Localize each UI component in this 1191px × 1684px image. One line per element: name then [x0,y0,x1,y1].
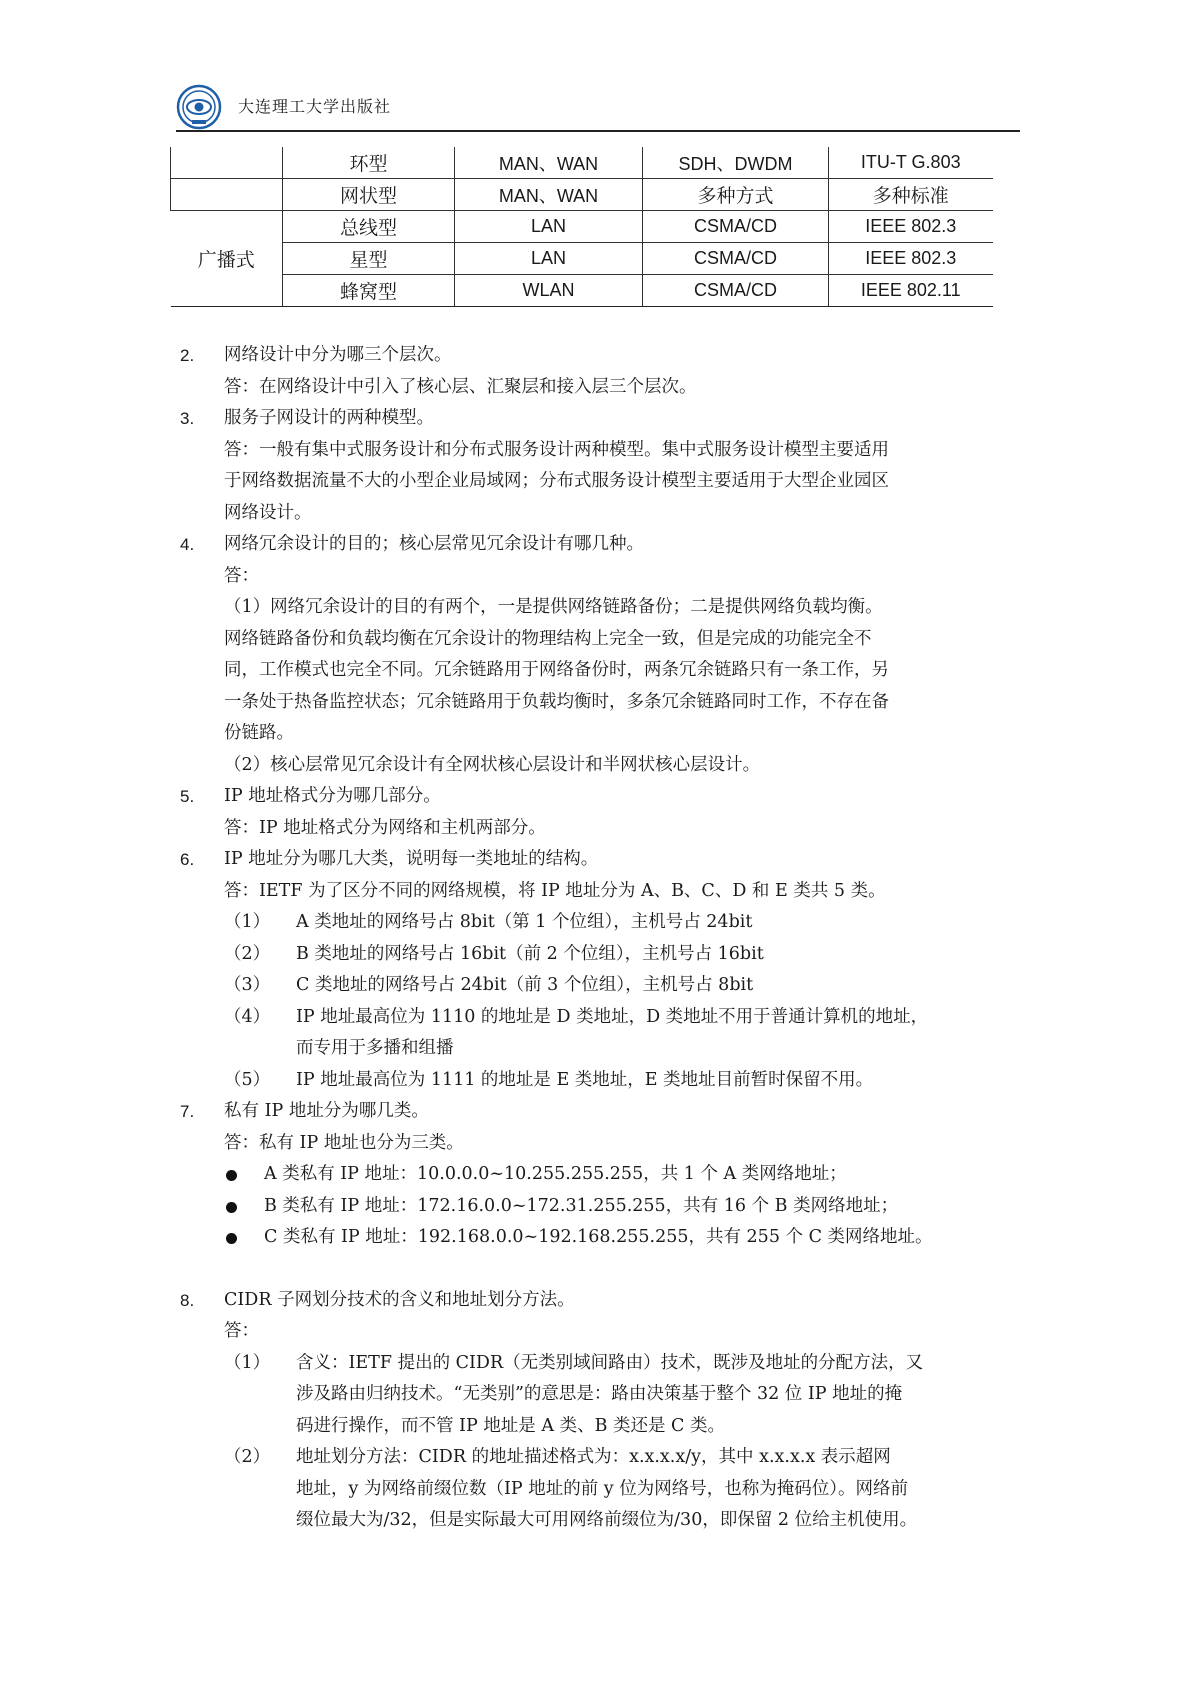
question-number: 4. [180,535,195,554]
list-item-text: C 类地址的网络号占 24bit（前 3 个位组），主机号占 8bit [296,975,754,995]
table-cell: MAN、WAN [455,147,643,179]
question-text: 服务子网设计的两种模型。 [224,408,434,428]
list-item-number: （5） [224,1069,271,1090]
table-cell: CSMA/CD [643,275,829,307]
question-text: 网络设计中分为哪三个层次。 [224,345,452,365]
table-cell: 环型 [283,147,455,179]
question-3 [180,403,1020,435]
list-item-text: IP 地址最高位为 1110 的地址是 D 类地址，D 类地址不用于普通计算机的地址， [296,1006,929,1027]
list-item-number: （2） [224,943,271,964]
list-item-text: 码进行操作，而不管 IP 地址是 A 类、B 类还是 C 类。 [296,1415,726,1436]
answer-line: （1）网络冗余设计的目的有两个，一是提供网络链路备份；二是提供网络负载均衡。 [224,597,883,617]
question-text: IP 地址分为哪几大类，说明每一类地址的结构。 [224,849,599,869]
question-2 [180,340,1020,372]
bullet-icon [226,1202,237,1213]
topology-table [170,147,993,307]
list-item [180,970,1020,1002]
answer-label: 答： [224,1321,259,1341]
table-cell [171,147,283,179]
table-cell: CSMA/CD [643,243,829,275]
answer-text: 答：私有 IP 地址也分为三类。 [224,1132,464,1153]
list-item-text: 缀位最大为/32，但是实际最大可用网络前缀位为/30，即保留 2 位给主机使用。 [296,1510,918,1530]
table-row [171,179,993,211]
table-category-cell: 广播式 [171,211,283,307]
question-number: 8. [180,1290,195,1310]
bullet-icon [226,1233,237,1244]
bullet-item [180,1159,1020,1191]
table-cell: 网状型 [283,179,455,211]
bullet-text: A 类私有 IP 地址：10.0.0.0~10.255.255.255，共 1 个 A 类网络地址； [264,1164,847,1184]
question-4 [180,529,1020,561]
list-item-text: 地址，y 为网络前缀位数（IP 地址的前 y 位为网络号，也称为掩码位）。网络前 [296,1478,908,1499]
question-number: 6. [180,850,195,869]
question-text: IP 地址格式分为哪几部分。 [224,786,441,806]
list-item-number: （2） [224,1447,271,1467]
bullet-item [180,1222,1020,1254]
table-cell: LAN [455,243,643,275]
list-item-text: IP 地址最高位为 1111 的地址是 E 类地址，E 类地址目前暂时保留不用。 [296,1069,874,1090]
answer-text: 答：IP 地址格式分为网络和主机两部分。 [224,817,546,838]
publisher-logo-icon [176,84,222,130]
question-6 [180,844,1020,876]
question-number: 2. [180,346,195,365]
publisher-name: 大连理工大学出版社 [238,97,392,116]
table-cell [171,179,283,211]
table-cell: MAN、WAN [455,179,643,211]
list-item-number: （1） [224,1352,271,1373]
table-row [171,275,993,307]
list-item-text: 而专用于多播和组播 [296,1038,454,1058]
list-item [180,1348,1020,1443]
list-item [180,1002,1020,1065]
answer-line: 于网络数据流量不大的小型企业局域网；分布式服务设计模型主要适用于大型企业园区 [224,471,889,491]
question-text: CIDR 子网划分技术的含义和地址划分方法。 [224,1289,575,1310]
answer-line: 同，工作模式也完全不同。冗余链路用于网络备份时，两条冗余链路只有一条工作，另 [224,660,889,680]
table-cell: IEEE 802.11 [829,275,993,307]
question-number: 5. [180,787,195,806]
list-item-text: 涉及路由归纳技术。“无类别”的意思是：路由决策基于整个 32 位 IP 地址的掩 [296,1384,903,1404]
table-cell: 蜂窝型 [283,275,455,307]
answer-line: 网络链路备份和负载均衡在冗余设计的物理结构上完全一致，但是完成的功能完全不 [224,628,872,649]
question-8 [180,1285,1020,1317]
list-item [180,1065,1020,1097]
table-cell: CSMA/CD [643,211,829,243]
table-cell: IEEE 802.3 [829,243,993,275]
table-cell: 星型 [283,243,455,275]
list-item-text: 地址划分方法：CIDR 的地址描述格式为：x.x.x.x/y，其中 x.x.x.x 表示超网 [296,1447,891,1467]
list-item-number: （4） [224,1006,271,1027]
table-row [171,147,993,179]
main-content [180,340,1020,1537]
list-item-text: 含义：IETF 提出的 CIDR（无类别域间路由）技术，既涉及地址的分配方法，又 [296,1352,924,1373]
bullet-text: B 类私有 IP 地址：172.16.0.0~172.31.255.255，共有 16 个 B 类网络地址； [264,1195,899,1216]
answer-line: （2）核心层常见冗余设计有全网状核心层设计和半网状核心层设计。 [224,754,761,775]
page-header [176,80,1020,132]
table-cell: 多种标准 [829,179,993,211]
list-item-text: A 类地址的网络号占 8bit（第 1 个位组），主机号占 24bit [296,912,753,932]
table-cell: IEEE 802.3 [829,211,993,243]
bullet-text: C 类私有 IP 地址：192.168.0.0~192.168.255.255，共有 255 个 C 类网络地址。 [264,1227,933,1247]
answer-line: 一条处于热备监控状态；冗余链路用于负载均衡时，多条冗余链路同时工作，不存在备 [224,691,889,712]
answer-text: 答：在网络设计中引入了核心层、汇聚层和接入层三个层次。 [224,376,697,397]
table-cell: ITU-T G.803 [829,147,993,179]
table-cell: SDH、DWDM [643,147,829,179]
bullet-item [180,1191,1020,1223]
question-text: 私有 IP 地址分为哪几类。 [224,1101,429,1121]
table-cell: WLAN [455,275,643,307]
list-item [180,1442,1020,1537]
table-row [171,211,993,243]
list-item [180,939,1020,971]
answer-line: 网络设计。 [224,502,312,523]
table-cell: 多种方式 [643,179,829,211]
answer-text: 答：IETF 为了区分不同的网络规模，将 IP 地址分为 A、B、C、D 和 E 类共 5 类。 [224,880,886,901]
list-item-number: （3） [224,975,271,995]
question-7 [180,1096,1020,1128]
table-cell: LAN [455,211,643,243]
list-item-number: （1） [224,912,271,932]
list-item [180,907,1020,939]
table-cell: 总线型 [283,211,455,243]
list-item-text: B 类地址的网络号占 16bit（前 2 个位组），主机号占 16bit [296,943,764,964]
question-text: 网络冗余设计的目的；核心层常见冗余设计有哪几种。 [224,534,644,554]
bullet-icon [226,1170,237,1181]
table-row [171,243,993,275]
answer-line: 份链路。 [224,723,294,743]
question-number: 3. [180,409,195,428]
question-5 [180,781,1020,813]
question-number: 7. [180,1102,195,1121]
header-rule [176,130,1020,132]
spacer [180,1254,1020,1285]
answer-line: 答：一般有集中式服务设计和分布式服务设计两种模型。集中式服务设计模型主要适用 [224,439,889,460]
answer-label: 答： [224,565,259,586]
